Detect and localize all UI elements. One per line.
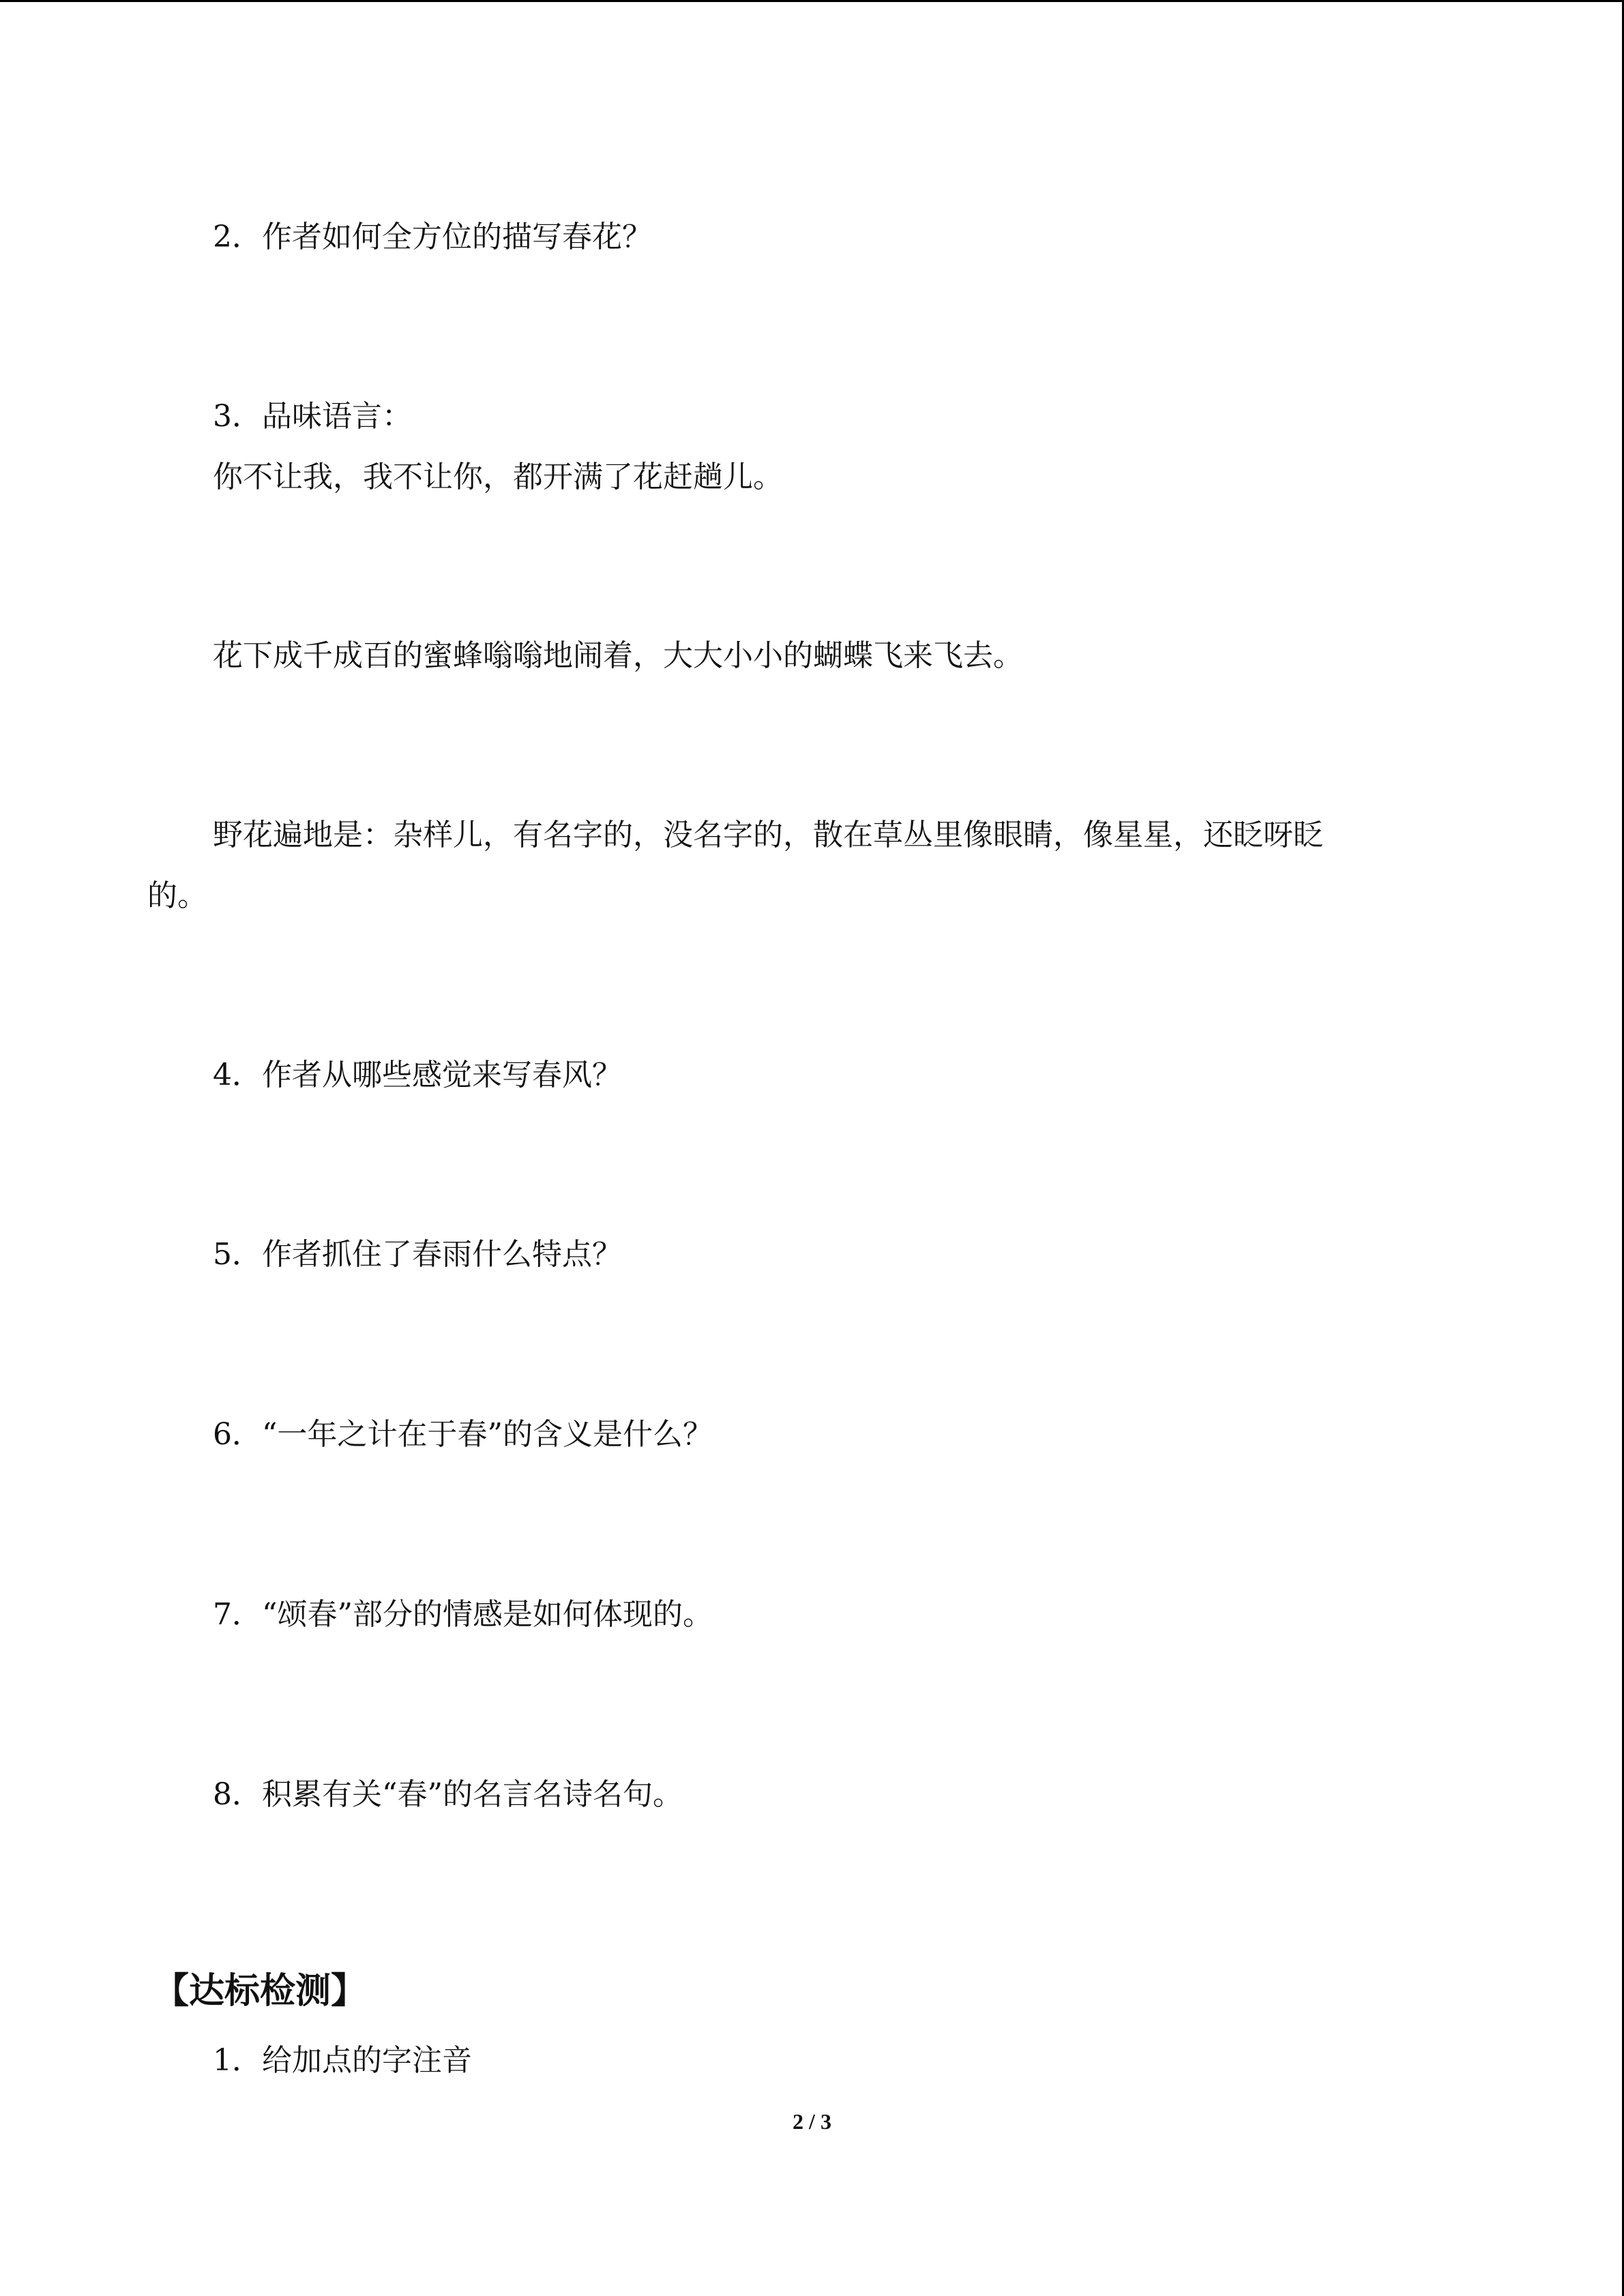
question-4: 4．作者从哪些感觉来写春风？ [213, 1058, 622, 1092]
question-3-sentence-3-line-1: 野花遍地是：杂样儿，有名字的，没名字的，散在草丛里像眼睛，像星星，还眨呀眨 [213, 818, 1323, 852]
page-number: 2 / 3 [793, 2109, 831, 2134]
question-2: 2．作者如何全方位的描写春花？ [213, 220, 652, 254]
section-heading: 【达标检测】 [153, 1971, 367, 2012]
question-3-sentence-1: 你不让我，我不让你，都开满了花赶趟儿。 [213, 460, 783, 494]
question-7: 7．“颂春”部分的情感是如何体现的。 [213, 1597, 713, 1632]
section-item-1: 1．给加点的字注音 [213, 2043, 472, 2078]
question-6: 6．“一年之计在于春”的含义是什么？ [213, 1417, 713, 1452]
question-8: 8．积累有关“春”的名言名诗名句。 [213, 1777, 683, 1812]
question-3: 3．品味语言： [213, 399, 412, 434]
question-3-sentence-2: 花下成千成百的蜜蜂嗡嗡地闹着，大大小小的蝴蝶飞来飞去。 [213, 638, 1023, 673]
question-5: 5．作者抓住了春雨什么特点？ [213, 1237, 622, 1272]
question-3-sentence-3-line-2: 的。 [147, 878, 207, 913]
